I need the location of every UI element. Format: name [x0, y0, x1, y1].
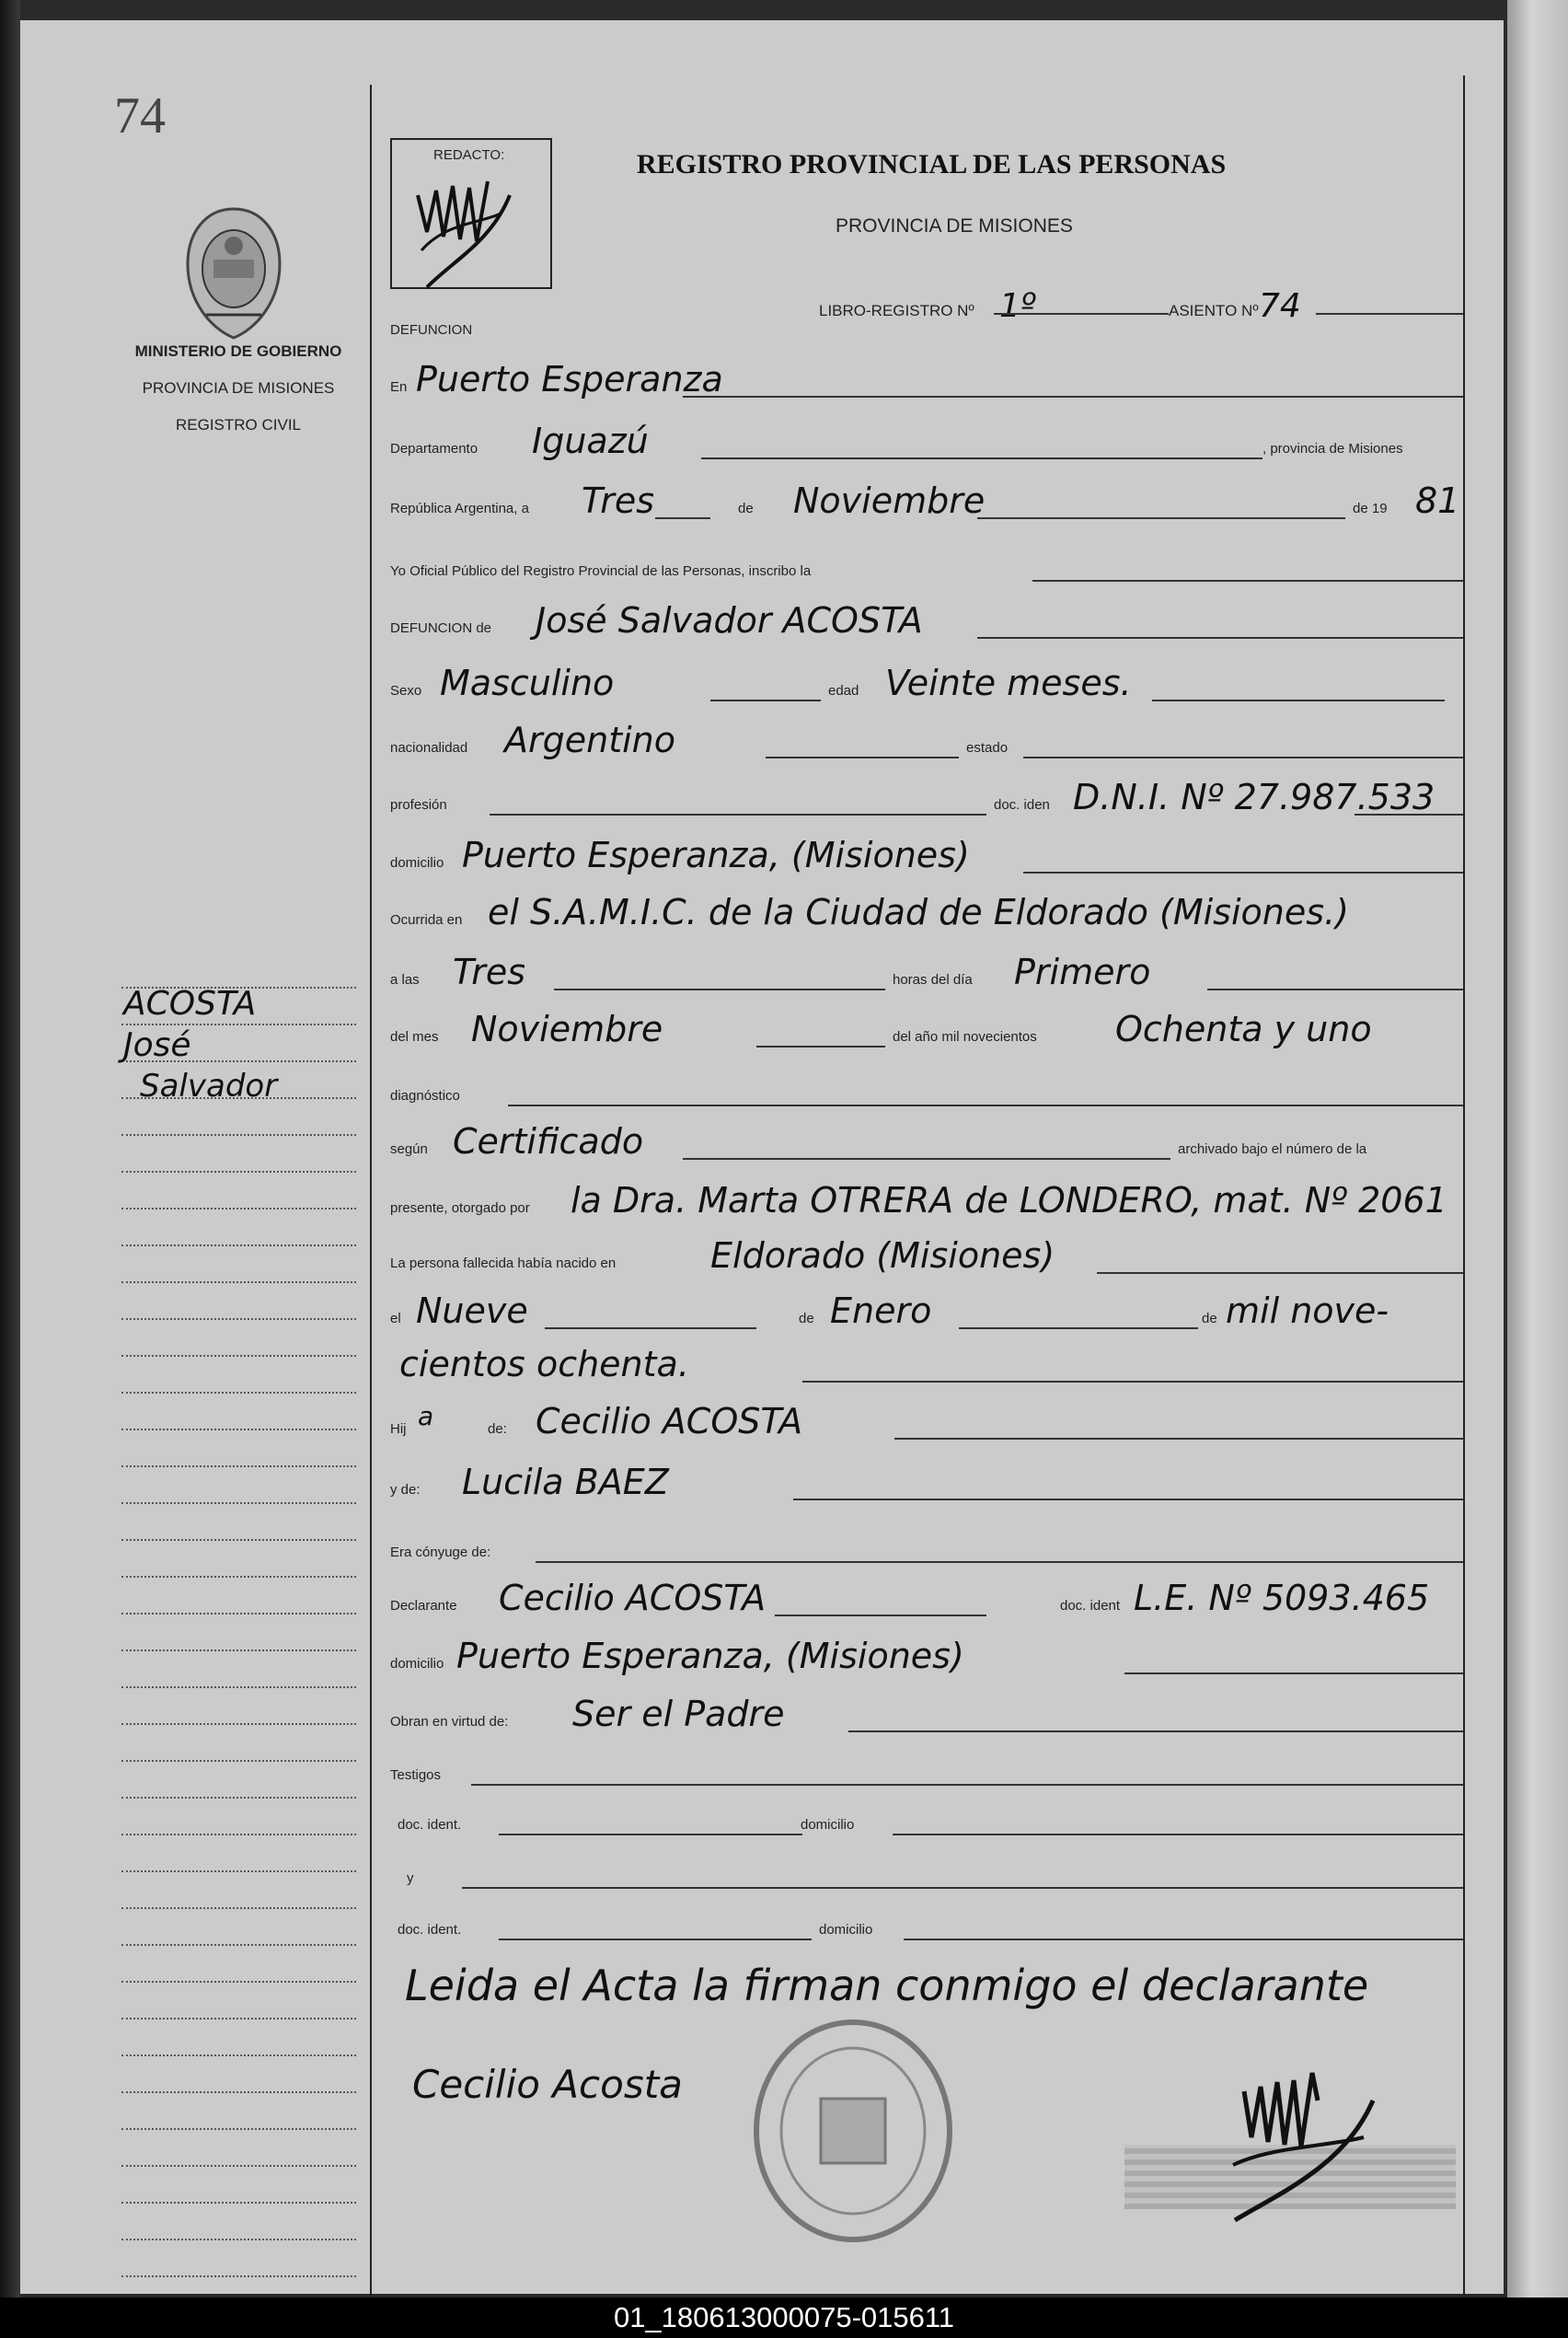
ministry-line2: PROVINCIA DE MISIONES	[142, 379, 335, 397]
place-label: En	[390, 379, 408, 395]
registry-stamp	[747, 2016, 959, 2246]
official-signature	[1216, 2036, 1391, 2239]
horas-day-rule	[1207, 989, 1463, 990]
domicilio-value[interactable]: Puerto Esperanza, (Misiones)	[462, 835, 970, 875]
date-de2: de 19	[1353, 501, 1388, 516]
margin-dotted-line	[121, 1318, 356, 1320]
asiento-label: ASIENTO Nº	[1169, 302, 1259, 319]
redacto-label: REDACTO:	[431, 147, 507, 163]
edad-value[interactable]: Veinte meses.	[885, 663, 1132, 703]
margin-dotted-line	[121, 2202, 356, 2204]
horas-value[interactable]: Tres	[453, 952, 526, 992]
date-day-rule	[655, 517, 710, 519]
ocurrida-label: Ocurrida en	[390, 912, 463, 928]
declarant-signature: Cecilio Acosta	[412, 2062, 683, 2107]
obran-rule	[848, 1730, 1463, 1732]
date-prefix: República Argentina, a	[390, 501, 529, 516]
estado-rule	[1023, 757, 1463, 758]
testigo1-dom-label: domicilio	[801, 1817, 855, 1833]
margin-dotted-line	[121, 1613, 356, 1615]
hijo-value[interactable]: Cecilio ACOSTA	[536, 1401, 803, 1441]
register-page	[20, 20, 1504, 2294]
testigo1-doc-label: doc. ident.	[398, 1817, 462, 1833]
margin-dotted-line	[121, 1024, 356, 1025]
el-month-rule	[959, 1327, 1198, 1329]
margin-dotted-line	[121, 2128, 356, 2130]
nacionalidad-label: nacionalidad	[390, 740, 468, 756]
statement-rule	[1032, 580, 1463, 582]
testigo1-doc-rule	[499, 1834, 802, 1835]
margin-dotted-line	[121, 1649, 356, 1651]
libro-value[interactable]: 1º	[999, 287, 1036, 325]
place-rule	[683, 396, 1463, 398]
testigo2-dom-rule	[904, 1939, 1463, 1940]
mes-label: del mes	[390, 1029, 439, 1045]
domicilio-rule	[1023, 872, 1463, 874]
margin-dotted-line	[121, 1760, 356, 1762]
obran-label: Obran en virtud de:	[390, 1714, 509, 1730]
official-statement: Yo Oficial Público del Registro Provincial de las Personas, inscribo la	[390, 563, 812, 579]
official-initials-signature	[399, 158, 537, 296]
margin-dotted-line	[121, 1797, 356, 1799]
coat-of-arms-seal	[179, 204, 289, 342]
margin-dotted-line	[121, 2275, 356, 2277]
margin-dotted-line	[121, 2054, 356, 2056]
conyuge-label: Era cónyuge de:	[390, 1545, 491, 1560]
margin-dotted-line	[121, 2091, 356, 2093]
mes-value2[interactable]: Ochenta y uno	[1115, 1009, 1372, 1049]
margin-dotted-line	[121, 1723, 356, 1725]
margin-dotted-line	[121, 1465, 356, 1467]
horas-rule	[554, 989, 885, 990]
declarante-value[interactable]: Cecilio ACOSTA	[499, 1578, 767, 1618]
el-label2: de	[799, 1311, 814, 1326]
el-label: el	[390, 1311, 401, 1326]
department-rule	[701, 457, 1262, 459]
margin-dotted-line	[121, 1944, 356, 1946]
yde-label: y de:	[390, 1482, 421, 1498]
department-value[interactable]: Iguazú	[532, 421, 649, 461]
margin-dotted-line	[121, 1907, 356, 1909]
declarante-rule	[775, 1615, 986, 1616]
sexo-rule	[710, 700, 821, 701]
defuncion-header-label: DEFUNCION	[390, 322, 473, 338]
folio-number: 74	[114, 87, 166, 145]
declarante-doc-value[interactable]: L.E. Nº 5093.465	[1134, 1578, 1430, 1618]
nacionalidad-value[interactable]: Argentino	[504, 720, 675, 760]
department-label: Departamento	[390, 441, 478, 457]
mes-value[interactable]: Noviembre	[471, 1009, 663, 1049]
closing-statement: Leida el Acta la firman conmigo el declarante	[405, 1961, 1369, 2010]
segun-label: según	[390, 1141, 428, 1157]
margin-rule-right	[1463, 75, 1465, 2312]
testigo-y-label: y	[407, 1870, 414, 1886]
el-value2[interactable]: Enero	[830, 1291, 932, 1331]
decl-domicilio-value[interactable]: Puerto Esperanza, (Misiones)	[456, 1636, 964, 1676]
el-rule	[545, 1327, 756, 1329]
margin-dotted-line	[121, 1834, 356, 1835]
hijo-rule	[894, 1438, 1463, 1440]
edad-rule	[1152, 700, 1445, 701]
profesion-label: profesión	[390, 797, 447, 813]
asiento-rule	[1316, 313, 1463, 315]
margin-dotted-line	[121, 1171, 356, 1173]
conyuge-rule	[536, 1561, 1463, 1563]
margin-dotted-line	[121, 1244, 356, 1246]
margin-dotted-line	[121, 1502, 356, 1504]
date-month-rule	[977, 517, 1345, 519]
horas-value2[interactable]: Primero	[1014, 952, 1151, 992]
testigo2-dom-label: domicilio	[819, 1922, 873, 1938]
hijo-label2: de:	[488, 1421, 507, 1437]
date-day-value[interactable]: Tres	[582, 480, 655, 521]
ministry-line1: MINISTERIO DE GOBIERNO	[134, 342, 342, 360]
testigos-rule	[471, 1784, 1463, 1786]
hijo-suffix[interactable]: a	[418, 1401, 434, 1431]
page-light-edge	[1507, 0, 1568, 2297]
margin-note-surname: ACOSTA	[123, 985, 257, 1023]
testigo2-doc-label: doc. ident.	[398, 1922, 462, 1938]
testigo-y-rule	[462, 1887, 1463, 1889]
mes-label2: del año mil novecientos	[893, 1029, 1037, 1045]
department-suffix: , provincia de Misiones	[1262, 441, 1403, 457]
margin-dotted-line	[121, 1208, 356, 1210]
edad-label: edad	[828, 683, 859, 699]
libro-rule	[994, 313, 1169, 315]
declarante-label: Declarante	[390, 1598, 457, 1614]
margin-dotted-line	[121, 1576, 356, 1578]
nacido-label: La persona fallecida había nacido en	[390, 1256, 617, 1271]
margin-dotted-line	[121, 1392, 356, 1394]
sexo-label: Sexo	[390, 683, 422, 699]
date-de1: de	[738, 501, 754, 516]
margin-dotted-line	[121, 1870, 356, 1872]
testigo2-doc-rule	[499, 1939, 812, 1940]
horas-label: a las	[390, 972, 420, 988]
doc-label: doc. iden	[994, 797, 1050, 813]
margin-dotted-line	[121, 1539, 356, 1541]
margin-dotted-line	[121, 2018, 356, 2020]
margin-dotted-line	[121, 1281, 356, 1283]
libro-label: LIBRO-REGISTRO Nº	[819, 302, 974, 319]
yde-rule	[793, 1499, 1463, 1500]
asiento-value[interactable]: 74	[1259, 287, 1301, 325]
yde-value[interactable]: Lucila BAEZ	[462, 1462, 669, 1502]
segun-suffix: archivado bajo el número de la	[1178, 1141, 1367, 1157]
margin-dotted-line	[121, 2239, 356, 2240]
defuncion-label: DEFUNCION de	[390, 620, 492, 636]
sexo-value[interactable]: Masculino	[440, 663, 615, 703]
segun-value[interactable]: Certificado	[453, 1121, 644, 1162]
continuation-value[interactable]: cientos ochenta.	[399, 1344, 689, 1384]
date-year-value[interactable]: 81	[1415, 480, 1460, 521]
profesion-rule	[490, 814, 986, 816]
date-month-value[interactable]: Noviembre	[793, 480, 986, 521]
segun-rule	[683, 1158, 1170, 1160]
margin-dotted-line	[121, 2165, 356, 2167]
margin-note-given2: Salvador	[140, 1068, 278, 1105]
decl-domicilio-rule	[1124, 1672, 1463, 1674]
testigo1-dom-rule	[893, 1834, 1463, 1835]
margin-dotted-line	[121, 1429, 356, 1430]
margin-dotted-line	[121, 1686, 356, 1688]
ocurrida-value[interactable]: el S.A.M.I.C. de la Ciudad de Eldorado (Misiones.)	[488, 892, 1349, 932]
el-value[interactable]: Nueve	[416, 1291, 528, 1331]
book-binding-edge	[0, 0, 20, 2297]
diagnostico-rule	[508, 1105, 1463, 1106]
ministry-line3: REGISTRO CIVIL	[175, 416, 302, 434]
margin-dotted-line	[121, 1355, 356, 1357]
image-id-footer: 01_180613000075-015611	[0, 2297, 1568, 2338]
decl-domicilio-label: domicilio	[390, 1656, 444, 1672]
el-value3[interactable]: mil nove-	[1226, 1291, 1389, 1331]
el-label3: de	[1202, 1311, 1217, 1326]
nacido-value[interactable]: Eldorado (Misiones)	[710, 1235, 1055, 1276]
place-value[interactable]: Puerto Esperanza	[416, 359, 723, 399]
presente-value[interactable]: la Dra. Marta OTRERA de LONDERO, mat. Nº 2061	[571, 1180, 1447, 1221]
declarante-doc-label: doc. ident	[1060, 1598, 1121, 1614]
hijo-label: Hij	[390, 1421, 407, 1437]
estado-label: estado	[966, 740, 1009, 756]
province-title: PROVINCIA DE MISIONES	[836, 215, 1073, 237]
continuation-rule	[802, 1381, 1463, 1383]
domicilio-label: domicilio	[390, 855, 444, 871]
margin-rule-left	[370, 85, 372, 2312]
mes-rule	[756, 1046, 885, 1047]
registry-title: REGISTRO PROVINCIAL DE LAS PERSONAS	[637, 149, 1227, 179]
horas-label2: horas del día	[893, 972, 973, 988]
margin-dotted-line	[121, 1981, 356, 1983]
nacido-rule	[1097, 1272, 1463, 1274]
margin-dotted-line	[121, 1134, 356, 1136]
obran-value[interactable]: Ser el Padre	[572, 1694, 785, 1734]
defuncion-value[interactable]: José Salvador ACOSTA	[536, 600, 923, 641]
testigos-label: Testigos	[390, 1767, 442, 1783]
doc-value[interactable]: D.N.I. Nº 27.987.533	[1073, 777, 1435, 817]
presente-label: presente, otorgado por	[390, 1200, 530, 1216]
margin-note-given1: José	[123, 1026, 191, 1064]
nacionalidad-rule	[766, 757, 959, 758]
defuncion-rule	[977, 637, 1463, 639]
doc-rule	[1355, 814, 1463, 816]
diagnostico-label: diagnóstico	[390, 1088, 460, 1104]
